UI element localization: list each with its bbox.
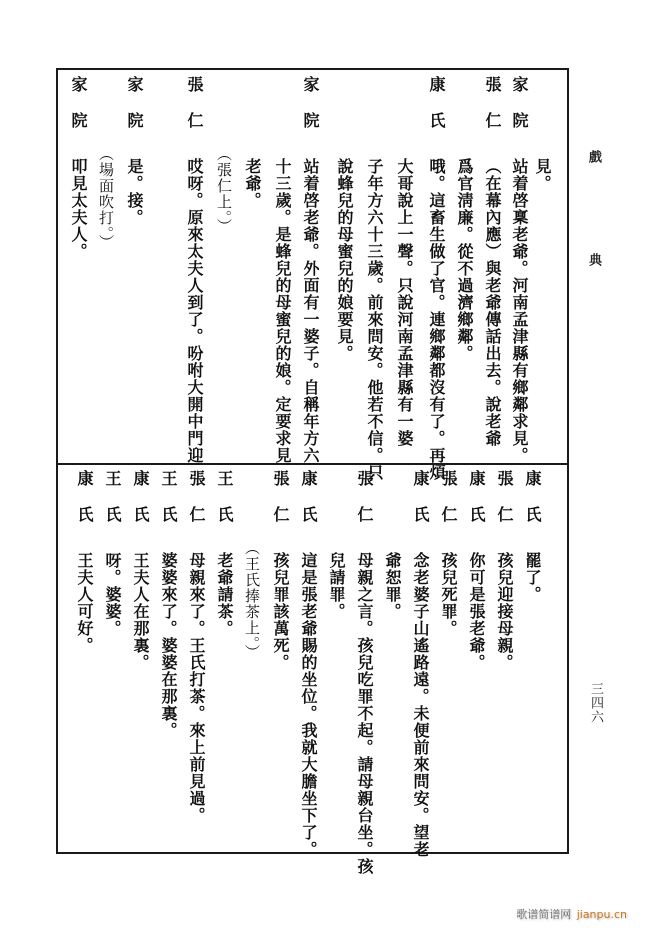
page-frame xyxy=(56,68,569,875)
watermark-domain: jianpu.cn xyxy=(576,908,627,921)
dialogue-column xyxy=(67,76,89,260)
dialogue-column xyxy=(241,470,263,661)
page-number: 三四六 xyxy=(588,682,603,724)
dialogue-column xyxy=(409,470,431,858)
dialogue-column xyxy=(521,470,543,603)
dialogue-line: 爺恕罪。 xyxy=(383,552,402,620)
dialogue-column xyxy=(453,76,475,362)
dialogue-line: 孩兒死罪。 xyxy=(439,552,458,637)
stage-direction: （張仁上。） xyxy=(215,146,233,235)
dialogue-column xyxy=(271,76,293,464)
speaker-name: 張仁 xyxy=(483,76,502,148)
dialogue-line: 哎呀。原來太夫人到了。吩咐大開中門迎 xyxy=(185,158,204,464)
dialogue-column xyxy=(299,76,321,464)
book-title-header: 戲典 xyxy=(586,150,601,356)
dialogue-line: 哦。這畜生做了官。連鄉鄰都沒有了。再煩 xyxy=(427,158,446,481)
dialogue-column xyxy=(73,470,95,654)
dialogue-column xyxy=(531,76,553,192)
speaker-name: 康氏 xyxy=(427,76,446,148)
dialogue-line: 罷了。 xyxy=(523,552,542,603)
dialogue-line: 孩兒迎接母親。 xyxy=(495,552,514,671)
dialogue-line: 說蜂兒的母蜜兒的娘要見。 xyxy=(335,158,354,362)
dialogue-column xyxy=(353,470,375,875)
dialogue-line: 母親之言。孩兒吃罪不起。請母親台坐。孩 xyxy=(355,552,374,875)
dialogue-column xyxy=(213,76,235,235)
dialogue-column xyxy=(333,76,355,362)
speaker-name: 張仁 xyxy=(355,470,374,542)
dialogue-column xyxy=(363,76,385,481)
watermark-text: 歌谱简谱网 xyxy=(516,908,572,921)
dialogue-line: 孩兒罪該萬死。 xyxy=(271,552,290,671)
dialogue-column xyxy=(185,470,207,824)
speaker-name: 康氏 xyxy=(131,470,150,542)
speaker-name: 張仁 xyxy=(439,470,458,542)
speaker-name: 康氏 xyxy=(523,470,542,542)
speaker-name: 張仁 xyxy=(187,470,206,542)
dialogue-column xyxy=(325,470,347,620)
top-section xyxy=(58,76,567,481)
speaker-name: 張仁 xyxy=(495,470,514,542)
dialogue-column xyxy=(101,470,123,637)
dialogue-column xyxy=(213,470,235,637)
speaker-name: 康氏 xyxy=(299,470,318,542)
dialogue-line: 念老婆子山遙路遠。未便前來問安。望老 xyxy=(411,552,430,858)
dialogue-line: 子年方六十三歲。前來問安。他若不信。只 xyxy=(365,158,384,481)
speaker-name: 家院 xyxy=(301,76,320,148)
dialogue-column xyxy=(241,76,263,209)
stage-direction: （場面吹打。） xyxy=(97,146,115,251)
dialogue-line: 你可是張老爺。 xyxy=(467,552,486,671)
speaker-name: 張仁 xyxy=(185,76,204,148)
speaker-name: 王氏 xyxy=(159,470,178,542)
dialogue-line: 老爺請茶。 xyxy=(215,552,234,637)
dialogue-line: 爲官淸廉。從不過濟鄉鄰。 xyxy=(455,158,474,362)
dialogue-line: 見。 xyxy=(533,158,552,192)
speaker-name: 張仁 xyxy=(271,470,290,542)
site-watermark xyxy=(516,906,627,922)
dialogue-column xyxy=(425,76,447,481)
dialogue-column xyxy=(381,470,403,620)
speaker-name: 康氏 xyxy=(411,470,430,542)
dialogue-line: 大哥說上一聲。只說河南孟津縣有一婆 xyxy=(395,158,414,447)
dialogue-column xyxy=(297,470,319,858)
speaker-name: 家院 xyxy=(69,76,88,148)
dialogue-column xyxy=(508,76,530,464)
dialogue-column xyxy=(183,76,205,464)
dialogue-line: 站着啓稟老爺。河南孟津縣有鄉鄰求見。 xyxy=(510,158,529,464)
dialogue-line: 這是張老爺賜的坐位。我就大膽坐下了。 xyxy=(299,552,318,858)
dialogue-line: 十三歲。是蜂兒的母蜜兒的娘。定要求見 xyxy=(273,158,292,464)
speaker-name: 王氏 xyxy=(103,470,122,542)
dialogue-line: 站着啓老爺。外面有一婆子。自稱年方六 xyxy=(301,158,320,464)
dialogue-column xyxy=(493,470,515,671)
dialogue-line: （在幕內應）與老爺傳話出去。說老爺 xyxy=(483,158,502,447)
dialogue-column xyxy=(157,470,179,739)
dialogue-line: 王夫人可好。 xyxy=(75,552,94,654)
dialogue-column xyxy=(129,470,151,671)
dialogue-column xyxy=(123,76,145,226)
section-divider xyxy=(58,463,567,465)
speaker-name: 家院 xyxy=(125,76,144,148)
dialogue-line: 王夫人在那裏。 xyxy=(131,552,150,671)
dialogue-line: 是。接。 xyxy=(125,158,144,226)
speaker-name: 家院 xyxy=(510,76,529,148)
dialogue-column xyxy=(95,76,117,251)
dialogue-column xyxy=(269,470,291,671)
speaker-name: 王氏 xyxy=(215,470,234,542)
dialogue-line: 呀。婆婆。 xyxy=(103,552,122,637)
bottom-section xyxy=(58,470,567,875)
speaker-name: 康氏 xyxy=(75,470,94,542)
stage-direction: （王氏捧茶上。） xyxy=(243,540,261,661)
dialogue-column xyxy=(465,470,487,671)
dialogue-column xyxy=(437,470,459,637)
dialogue-line: 叩見太夫人。 xyxy=(69,158,88,260)
speaker-name: 康氏 xyxy=(467,470,486,542)
dialogue-line: 老爺。 xyxy=(243,158,262,209)
dialogue-column xyxy=(393,76,415,447)
dialogue-column xyxy=(481,76,503,447)
dialogue-line: 母親來了。王氏打茶。來上前見過。 xyxy=(187,552,206,824)
dialogue-line: 婆婆來了。婆婆在那裏。 xyxy=(159,552,178,739)
dialogue-line: 兒請罪。 xyxy=(327,552,346,620)
